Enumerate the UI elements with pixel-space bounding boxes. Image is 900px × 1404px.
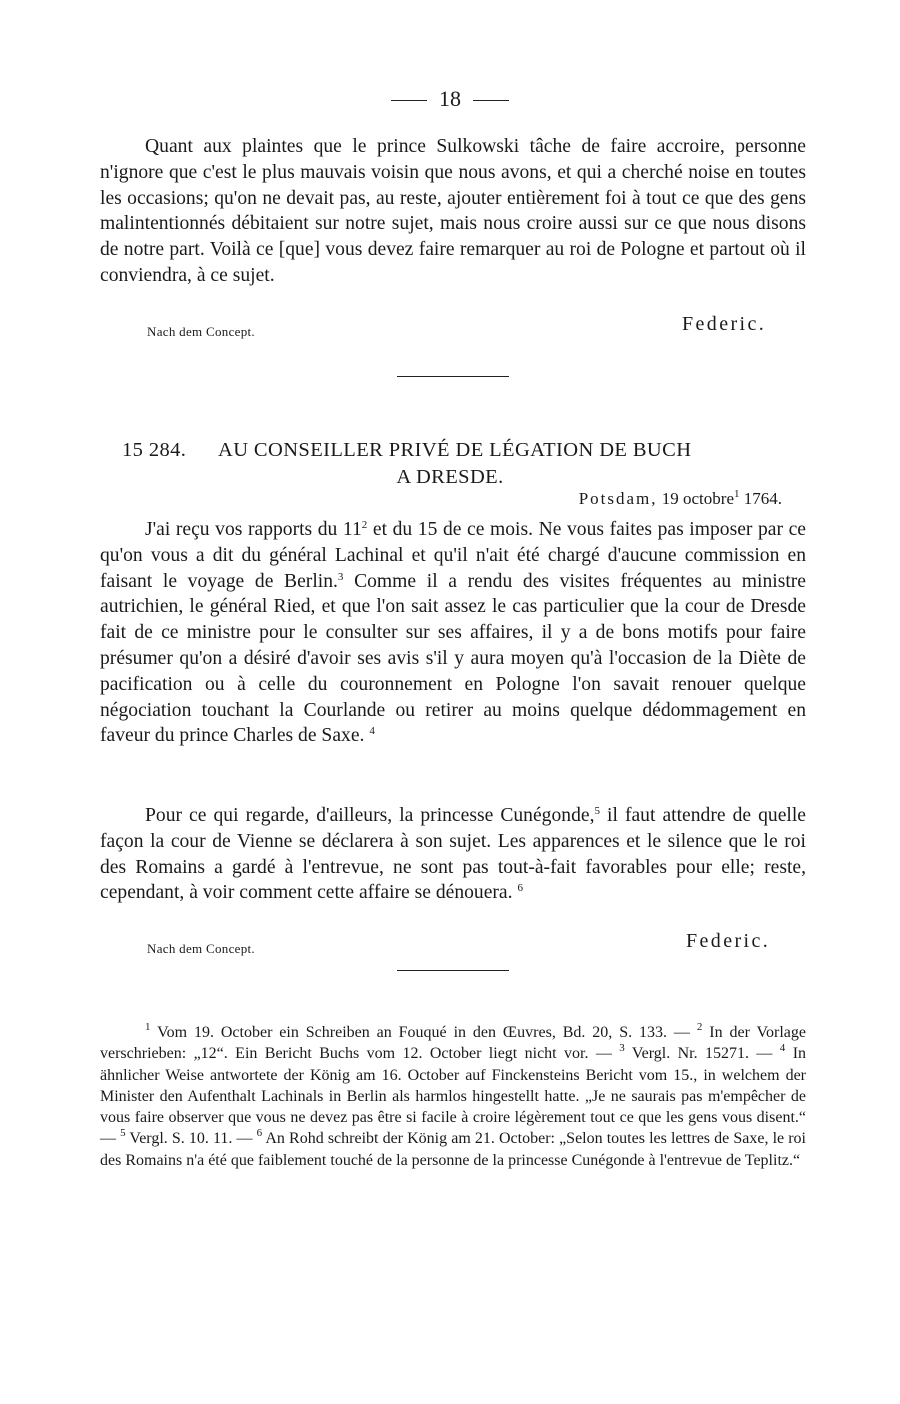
letter-paragraph-1 xyxy=(100,517,806,749)
footnote-ref-6: 6 xyxy=(517,882,523,895)
dateline-day-month: 19 octobre xyxy=(661,489,734,508)
footnote-4-marker: 4 xyxy=(779,1042,786,1055)
footnote-4-text: In ähnlicher Weise antwortete der König am 16. October auf Finckensteins Bericht vom 15., in welchem der Minister den Aufenthalt Lachinals in Berlin als harmlos hingestellt hatte. „Je ne saurais pas m'empêcher de vous faire observer que vous ne devez pas être si facile à croire légèrement tout ce que les gens vous disent.“ — xyxy=(100,1045,807,1148)
footnote-ref-2: 2 xyxy=(361,519,368,531)
letter-p2-seg2: il faut attendre de quelle façon la cour de Vienne se déclarera à son sujet. Les apparences et le silence que le roi des Romains a gardé à l'entrevue, ne sont pas tout-à-fait favorables pour elle; reste, cependant, à voir comment cette affaire se dénouera. xyxy=(100,805,806,904)
page-number-dash-right xyxy=(473,100,509,101)
dateline-year: 1764. xyxy=(743,489,782,508)
footnote-ref-3: 3 xyxy=(337,570,344,583)
letter-p1-seg2: et du 15 de ce mois. Ne vous faites pas imposer par ce qu'on vous a dit du général Lachinal et qu'il n'ait été chargé d'aucune commission en faisant le voyage de Berlin. xyxy=(100,519,806,592)
footnote-2-marker: 2 xyxy=(696,1021,703,1033)
page-number xyxy=(0,86,900,112)
footnotes xyxy=(100,1022,806,1171)
concept-note-2: Nach dem Concept. xyxy=(147,941,255,956)
letter-heading xyxy=(100,438,806,462)
footnote-5-text: Vergl. S. 10. 11. — xyxy=(125,1130,257,1148)
letter-number: 15 284. xyxy=(122,439,187,461)
page-number-text: 18 xyxy=(439,86,461,111)
footnote-6-text: An Rohd schreibt der König am 21. October: „Selon toutes les lettres de Saxe, le roi des Romains n'a été que faiblement touché de la personne de la princesse Cunégonde à l'entrevue de Teplitz.“ xyxy=(100,1130,806,1169)
footnote-1-marker: 1 xyxy=(145,1021,151,1033)
footnote-ref-5: 5 xyxy=(594,805,600,817)
footnote-1-text: Vom 19. October ein Schreiben an Fouqué in den Œuvres, Bd. 20, S. 133. — xyxy=(150,1024,697,1041)
section-divider-1 xyxy=(397,376,509,377)
letter-paragraph-2 xyxy=(100,803,806,906)
letter-p1-seg3: Comme il a rendu des visites fréquentes au ministre autrichien, le général Ried, et que l'on sait assez le cas particulier que la cour de Dresde fait de ce ministre pour le consulter sur ses affaires, il y a de bons motifs pour faire présumer qu'on a désiré d'avoir ses avis s'il y aura moyen qu'à l'occasion de la Diète de pacification ou à celle du couronnement en Pologne l'on savait renouer quelque négociation touchant la Courlande ou retirer au moins quelque dédommagement en faveur du prince Charles de Saxe. xyxy=(100,570,806,747)
signature-2: Federic. xyxy=(686,930,771,952)
paragraph-sulkowski: Quant aux plaintes que le prince Sulkowski tâche de faire accroire, personne n'ignore que c'est le plus mauvais voisin que nous avons, et qui a cherché noise en toutes les occasions; qu'on ne devait pas, au reste, ajouter entièrement foi à tout ce que des gens malintentionnés débitaient sur notre sujet, mais nous croire aussi sur ce que nous disons de notre part. Voilà ce [que] vous devez faire remarquer au roi de Pologne et partout où il conviendra, à ce sujet. xyxy=(100,136,806,286)
dateline xyxy=(579,489,782,509)
page-number-dash-left xyxy=(391,100,427,101)
footnote-3-marker: 3 xyxy=(619,1042,625,1055)
footnote-ref-4: 4 xyxy=(369,725,375,738)
footnote-3-text: Vergl. Nr. 15271. — xyxy=(624,1045,780,1063)
letter-recipient: AU CONSEILLER PRIVÉ DE LÉGATION DE BUCH xyxy=(218,439,692,461)
letter-p2-seg1: Pour ce qui regarde, d'ailleurs, la princesse Cunégonde, xyxy=(145,805,595,826)
letter-p1-seg1: J'ai reçu vos rapports du 11 xyxy=(145,519,362,540)
footnote-ref-1: 1 xyxy=(734,488,740,500)
section-divider-2 xyxy=(397,970,509,971)
concept-note-1: Nach dem Concept. xyxy=(147,324,255,339)
dateline-place: Potsdam, xyxy=(578,489,658,508)
signature-1: Federic. xyxy=(682,313,767,335)
footnote-5-marker: 5 xyxy=(120,1127,126,1140)
letter-heading-line2: A DRESDE. xyxy=(396,466,504,488)
footnote-6-marker: 6 xyxy=(256,1127,263,1140)
footnote-2-text: In der Vorlage verschrieben: „12“. Ein Bericht Buchs vom 12. October liegt nicht vor. — xyxy=(100,1024,807,1063)
